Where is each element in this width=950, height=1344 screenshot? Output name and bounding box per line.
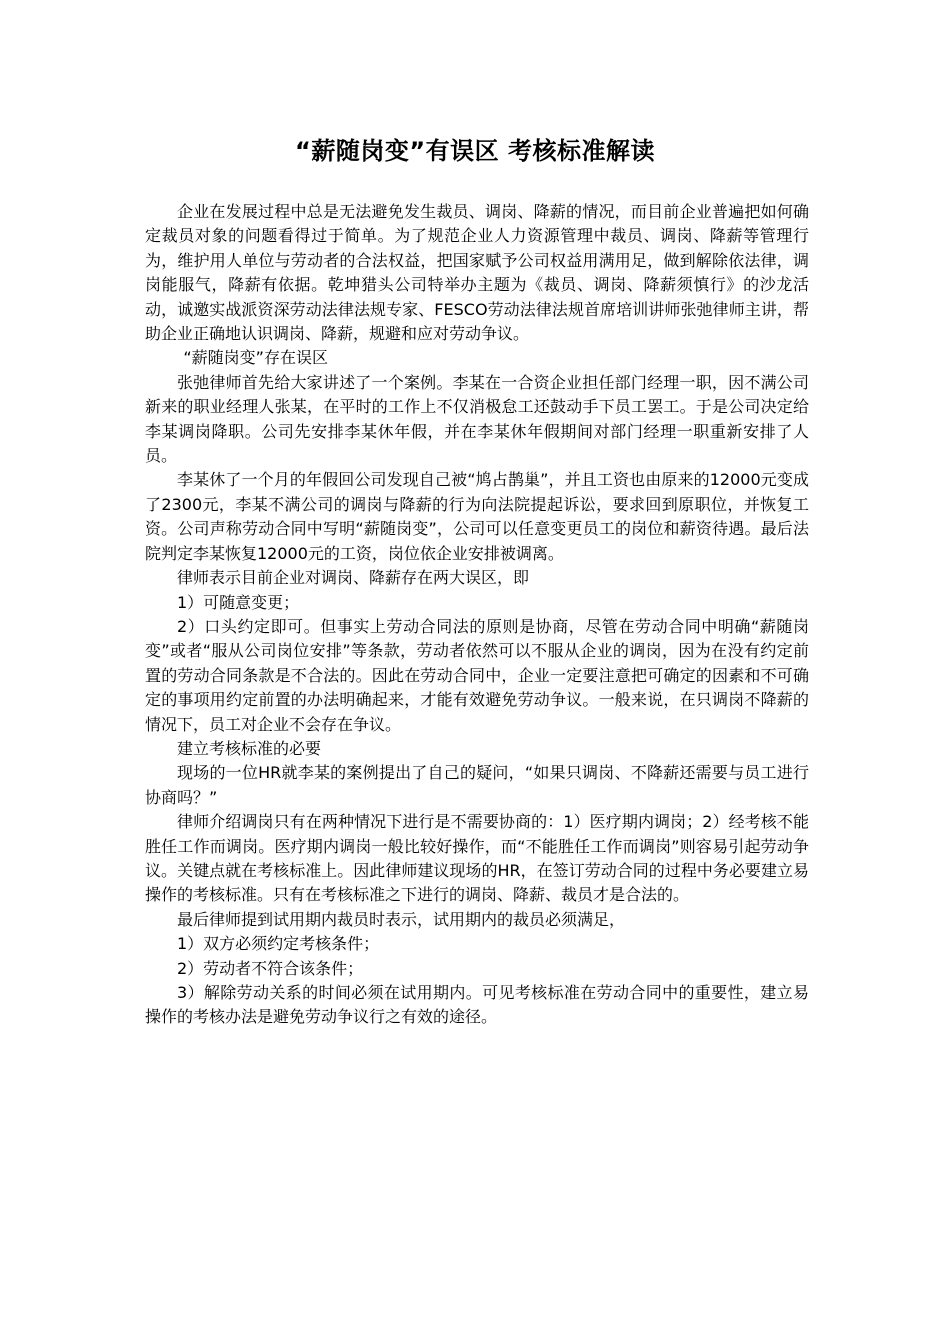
paragraph-probation: 最后律师提到试用期内裁员时表示，试用期内的裁员必须满足， <box>177 909 626 929</box>
section-heading-misconception: “薪随岗变”存在误区 <box>183 348 328 368</box>
paragraph-case-intro: 张弛律师首先给大家讲述了一个案例。李某在一合资企业担任部门经理一职，因不满公司新来的职业经理人张某，在平时的工作上不仅消极怠工还鼓动手下员工罢工。于是公司决定给李某调岗降职。公司先安排李某休年假，并在李某休年假期间对部门经理一职重新安排了人员。 <box>145 372 809 466</box>
section-heading-assessment: 建立考核标准的必要 <box>177 738 322 758</box>
list-item-misconception-2: 2）口头约定即可。但事实上劳动合同法的原则是协商，尽管在劳动合同中明确“薪随岗变”或者“服从公司岗位安排”等条款，劳动者依然可以不服从企业的调岗，因为在没有约定前置的劳动合同条款是不合法的。因此在劳动合同中，企业一定要注意把可确定的因素和不可确定的事项用约定前置的办法明确起来，才能有效避免劳动争议。一般来说，在只调岗不降薪的情况下，员工对企业不会存在争议。 <box>145 616 809 734</box>
paragraph-lawyer-answer: 律师介绍调岗只有在两种情况下进行是不需要协商的：1）医疗期内调岗；2）经考核不能胜任工作而调岗。医疗期内调岗一般比较好操作，而“不能胜任工作而调岗”则容易引起劳动争议。关键点就在考核标准上。因此律师建议现场的HR，在签订劳动合同的过程中务必要建立易操作的考核标准。只有在考核标准之下进行的调岗、降薪、裁员才是合法的。 <box>145 812 809 905</box>
paragraph-case-outcome: 李某休了一个月的年假回公司发现自己被“鸠占鹊巢”，并且工资也由原来的12000元变成了2300元，李某不满公司的调岗与降薪的行为向法院提起诉讼，要求回到原职位，并恢复工资。公司声称劳动合同中写明“薪随岗变”，公司可以任意变更员工的岗位和薪资待遇。最后法院判定李某恢复12000元的工资，岗位依企业安排被调离。 <box>145 470 809 563</box>
list-item-probation-3: 3）解除劳动关系的时间必须在试用期内。可见考核标准在劳动合同中的重要性，建立易操作的考核办法是避免劳动争议行之有效的途径。 <box>145 983 809 1027</box>
list-item-misconception-1: 1）可随意变更； <box>177 592 300 612</box>
document-body <box>145 200 809 1030</box>
document-title: “薪随岗变”有误区 考核标准解读 <box>295 137 655 165</box>
paragraph-intro: 企业在发展过程中总是无法避免发生裁员、调岗、降薪的情况，而目前企业普遍把如何确定裁员对象的问题看得过于简单。为了规范企业人力资源管理中裁员、调岗、降薪等管理行为，维护用人单位与劳动者的合法权益，把国家赋予公司权益用满用足，做到解除依法律，调岗能服气，降薪有依据。乾坤猎头公司特举办主题为《裁员、调岗、降薪须慎行》的沙龙活动，诚邀实战派资深劳动法律法规专家、FESCO劳动法律法规首席培训讲师张弛律师主讲，帮助企业正确地认识调岗、降薪，规避和应对劳动争议。 <box>145 202 809 344</box>
paragraph-hr-question: 现场的一位HR就李某的案例提出了自己的疑问，“如果只调岗、不降薪还需要与员工进行协商吗？” <box>145 763 809 807</box>
list-item-probation-2: 2）劳动者不符合该条件； <box>177 958 364 978</box>
paragraph-two-misconceptions: 律师表示目前企业对调岗、降薪存在两大误区，即 <box>177 568 530 588</box>
list-item-probation-1: 1）双方必须约定考核条件； <box>177 934 380 954</box>
